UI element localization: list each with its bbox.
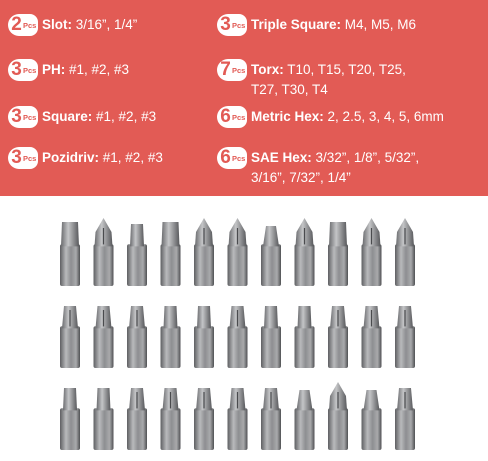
bit-torx bbox=[127, 388, 147, 450]
spec-item-slot bbox=[8, 14, 137, 36]
bit-phillips bbox=[194, 218, 214, 286]
bit-torx bbox=[328, 306, 348, 368]
spec-label: Square: bbox=[42, 109, 93, 124]
bit-square bbox=[295, 390, 315, 450]
spec-value: 3/16”, 1/4” bbox=[75, 17, 138, 32]
count-number: 2 bbox=[11, 14, 22, 35]
spec-item-torx bbox=[217, 59, 406, 100]
count-number: 6 bbox=[220, 147, 231, 168]
count-number: 6 bbox=[220, 106, 231, 127]
bit-hex bbox=[295, 306, 315, 368]
count-badge bbox=[217, 147, 247, 169]
bit-set-photo bbox=[0, 196, 488, 461]
count-number: 3 bbox=[220, 14, 231, 35]
bit-torx bbox=[261, 388, 281, 450]
count-unit: Pcs bbox=[232, 154, 246, 163]
bit-hex bbox=[94, 388, 114, 450]
spec-label: PH: bbox=[42, 62, 66, 77]
spec-label: Slot: bbox=[42, 17, 72, 32]
count-unit: Pcs bbox=[232, 113, 246, 122]
bit-triple-square bbox=[60, 306, 80, 368]
bit-hex bbox=[194, 306, 214, 368]
bit-phillips bbox=[94, 218, 114, 286]
spec-value: M4, M5, M6 bbox=[344, 17, 417, 32]
spec-value: #1, #2, #3 bbox=[102, 150, 163, 165]
count-unit: Pcs bbox=[23, 154, 37, 163]
spec-value: #1, #2, #3 bbox=[96, 109, 157, 124]
count-number: 3 bbox=[11, 106, 22, 127]
spec-label: Triple Square: bbox=[251, 17, 342, 32]
spec-item-phillips bbox=[8, 59, 129, 81]
spec-value-continued: T27, T30, T4 bbox=[251, 82, 328, 97]
count-unit: Pcs bbox=[23, 21, 37, 30]
bit-torx bbox=[362, 306, 382, 368]
count-number: 3 bbox=[11, 147, 22, 168]
spec-item-sae-hex bbox=[217, 147, 419, 188]
count-unit: Pcs bbox=[23, 113, 37, 122]
bit-square bbox=[362, 390, 382, 450]
spec-value: 2, 2.5, 3, 4, 5, 6mm bbox=[327, 109, 444, 124]
count-badge bbox=[217, 59, 247, 81]
count-unit: Pcs bbox=[232, 21, 246, 30]
bit-slot bbox=[161, 222, 181, 286]
spec-item-pozidriv bbox=[8, 147, 163, 169]
bit-torx bbox=[395, 388, 415, 450]
bit-torx bbox=[395, 306, 415, 368]
bit-hex bbox=[127, 224, 147, 286]
count-badge bbox=[8, 59, 38, 81]
count-number: 7 bbox=[220, 59, 231, 80]
bit-torx bbox=[194, 388, 214, 450]
bit-hex bbox=[161, 306, 181, 368]
count-badge bbox=[217, 14, 247, 36]
bit-pozidriv bbox=[328, 382, 348, 450]
bit-phillips bbox=[228, 218, 248, 286]
spec-value-continued: 3/16”, 7/32”, 1/4” bbox=[251, 170, 351, 185]
count-unit: Pcs bbox=[232, 66, 246, 75]
bit-triple-square bbox=[127, 306, 147, 368]
bit-triple-square bbox=[94, 306, 114, 368]
count-badge bbox=[8, 14, 38, 36]
bit-hex bbox=[261, 306, 281, 368]
spec-item-triple-square bbox=[217, 14, 416, 36]
bit-hex bbox=[60, 388, 80, 450]
spec-banner bbox=[0, 0, 488, 196]
spec-item-metric-hex bbox=[217, 106, 444, 128]
bit-slot bbox=[60, 222, 80, 286]
count-badge bbox=[8, 147, 38, 169]
bit-pozidriv bbox=[295, 218, 315, 286]
bit-torx bbox=[161, 388, 181, 450]
spec-item-square bbox=[8, 106, 156, 128]
bit-torx bbox=[228, 306, 248, 368]
count-badge bbox=[8, 106, 38, 128]
count-number: 3 bbox=[11, 59, 22, 80]
spec-value: 3/32”, 1/8”, 5/32”, bbox=[315, 150, 420, 165]
spec-label: Metric Hex: bbox=[251, 109, 324, 124]
spec-label: SAE Hex: bbox=[251, 150, 312, 165]
bit-phillips bbox=[362, 218, 382, 286]
spec-label: Torx: bbox=[251, 62, 284, 77]
bit-slot bbox=[328, 222, 348, 286]
spec-label: Pozidriv: bbox=[42, 150, 100, 165]
bit-square bbox=[261, 226, 281, 286]
bit-torx bbox=[228, 388, 248, 450]
spec-value: T10, T15, T20, T25, bbox=[287, 62, 406, 77]
count-badge bbox=[217, 106, 247, 128]
spec-value: #1, #2, #3 bbox=[69, 62, 130, 77]
count-unit: Pcs bbox=[23, 66, 37, 75]
bit-phillips bbox=[395, 218, 415, 286]
